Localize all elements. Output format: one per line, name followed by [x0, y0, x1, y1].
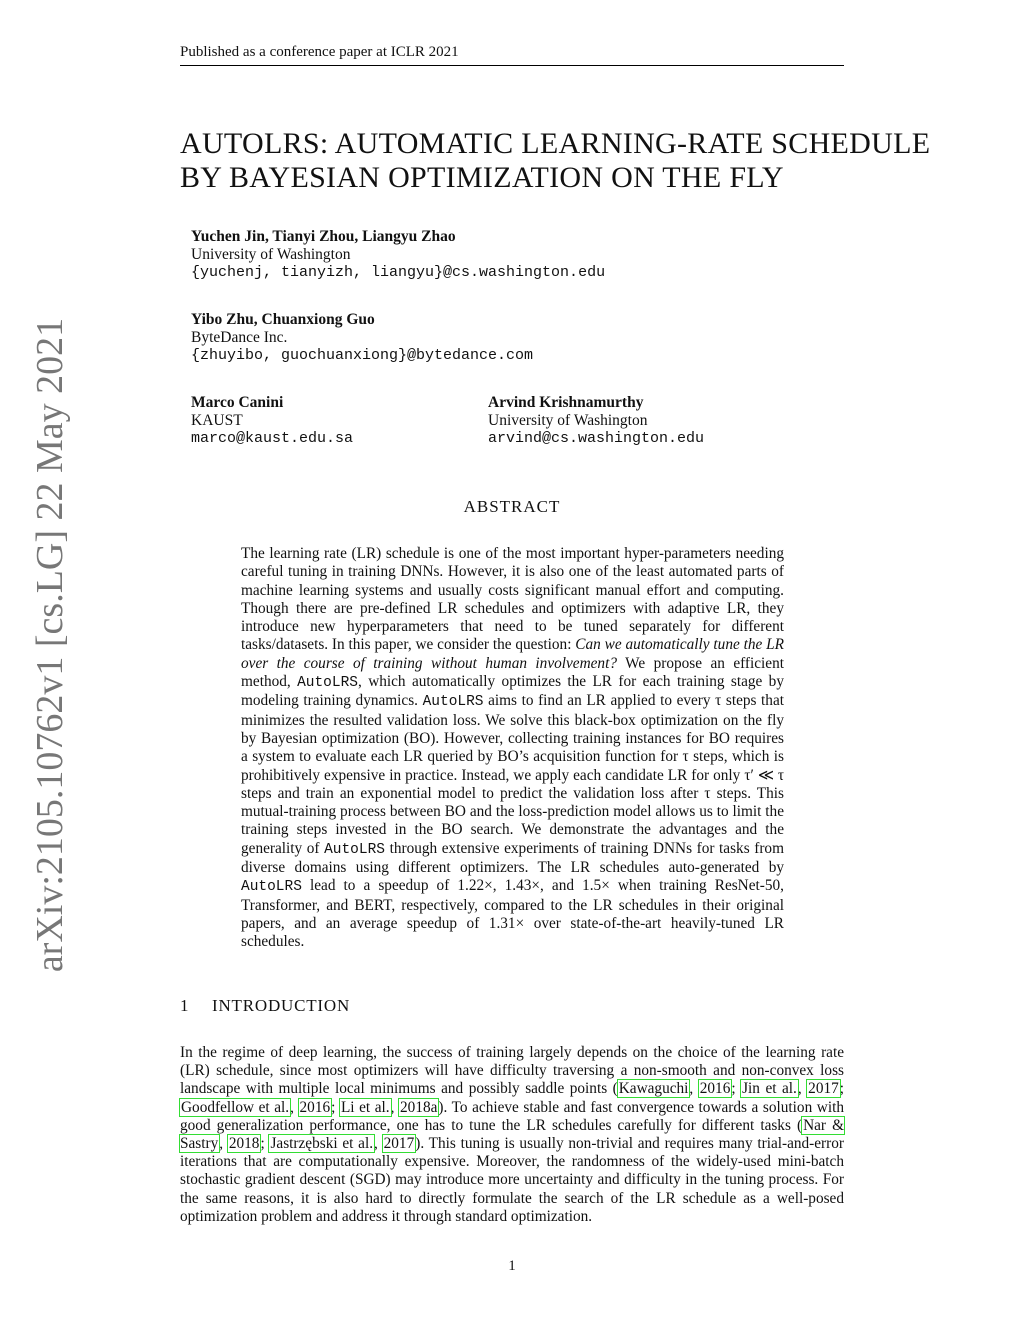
author-email: {yuchenj, tianyizh, liangyu}@cs.washington.edu: [191, 264, 606, 281]
intro-span: ;: [331, 1098, 340, 1116]
author-names: Arvind Krishnamurthy: [488, 394, 644, 411]
citation-link[interactable]: 2018a: [400, 1098, 438, 1116]
citation-link[interactable]: Goodfellow et al.: [181, 1098, 290, 1116]
author-affiliation: University of Washington: [191, 246, 351, 263]
introduction-paragraph: [180, 1044, 844, 1226]
citation-link[interactable]: Nar & Sastry: [180, 1116, 844, 1153]
author-names: Yuchen Jin, Tianyi Zhou, Liangyu Zhao: [191, 228, 456, 245]
title-line-2: BY BAYESIAN OPTIMIZATION ON THE FLY: [180, 161, 784, 194]
intro-span: ,: [390, 1098, 400, 1116]
method-name: AutoLRS: [297, 675, 358, 692]
intro-span: ;: [260, 1135, 270, 1153]
section-heading-introduction: [180, 996, 350, 1016]
citation-link[interactable]: 2018: [228, 1135, 260, 1153]
intro-span: ). This tuning is usually non-trivial and requires many trial-and-error iterations that are computationally expensive. Moreover, the randomness of the widely-used mini-batch stochastic gradient descent (SGD) may introduce more uncertainty and difficulty in the tuning process. For the same reasons, it is also hard to directly formulate the search of the LR schedule as a well-posed optimization problem and address it through standard optimization.: [180, 1135, 844, 1225]
author-names: Marco Canini: [191, 394, 284, 411]
intro-span: ,: [797, 1080, 808, 1098]
method-name: AutoLRS: [241, 879, 302, 896]
author-group-uw-2: [488, 394, 704, 448]
abstract-span: , which automatically optimizes the LR for each training stage by modeling training dynamics.: [241, 673, 784, 710]
intro-span: In the regime of deep learning, the success of training largely depends on the choice of the learning rate (LR) schedule, since most optimizers will have difficulty traversing a non-smooth and non-convex loss landscape with multiple local minimums and possibly saddle points (: [180, 1044, 844, 1098]
author-affiliation: University of Washington: [488, 412, 648, 429]
abstract-span: lead to a speedup of 1.22×, 1.43×, and 1.5× when training ResNet-50, Transformer, and BERT, respectively, compared to the LR schedules in their original papers, and an average speedup of 1.31× over state-of-the-art heavily-tuned LR schedules.: [241, 877, 784, 951]
author-affiliation: ByteDance Inc.: [191, 329, 288, 346]
author-email: marco@kaust.edu.sa: [191, 430, 354, 447]
citation-link[interactable]: Jin et al.: [742, 1080, 797, 1098]
arxiv-id: arXiv:2105.10762v1 [cs.LG] 22 May 2021: [29, 317, 71, 973]
author-names: Yibo Zhu, Chuanxiong Guo: [191, 311, 375, 328]
section-title: INTRODUCTION: [212, 996, 351, 1015]
author-group-kaust: [191, 394, 353, 448]
section-number: 1: [180, 996, 189, 1015]
citation-link[interactable]: 2016: [699, 1080, 731, 1098]
intro-span: ,: [689, 1080, 699, 1098]
abstract-heading: ABSTRACT: [463, 497, 561, 516]
citation-link[interactable]: 2016: [299, 1098, 331, 1116]
abstract-span: through extensive experiments of training DNNs for tasks from diverse domains using different optimizers. The LR schedules auto-generated by: [241, 839, 784, 877]
citation-link[interactable]: Li et al.: [340, 1098, 390, 1116]
intro-span: ,: [290, 1098, 299, 1116]
author-group-bytedance: [191, 311, 533, 365]
citation-link[interactable]: 2017: [808, 1080, 839, 1098]
abstract-text: [241, 545, 784, 952]
abstract-span: We propose an efficient method,: [241, 654, 784, 691]
page-number: 1: [508, 1258, 516, 1274]
abstract-span: aims to find an LR applied to every τ steps that minimizes the resulted validation loss. We solve this black-box optimization on the fly by Bayesian optimization (BO). However, collecting training instances for BO requires a system to evaluate each LR queried by BO’s acquisition function for τ steps, which is prohibitively expensive in practice. Instead, we apply each candidate LR for only τ′ ≪ τ steps and train an exponential model to predict the validation loss after τ steps. This mutual-training process between BO and the loss-prediction model allows us to limit the training steps invested in the BO search. We demonstrate the advantages and the generality of: [241, 692, 784, 857]
abstract-question: Can we automatically tune the LR over the course of training without human involvement?: [241, 636, 784, 672]
citation-link[interactable]: 2017: [383, 1135, 415, 1153]
author-email: {zhuyibo, guochuanxiong}@bytedance.com: [191, 347, 534, 364]
abstract-span: The learning rate (LR) schedule is one of the most important hyper-parameters needing careful tuning in training DNNs. However, it is also one of the least automated parts of machine learning systems and usually costs significant manual effort and computing. Though there are pre-defined LR schedules and optimizers with adaptive LR, they introduce new hyperparameters that need to be tuned separately for different tasks/datasets. In this paper, we consider the question:: [241, 545, 784, 654]
paper-title: [180, 127, 931, 195]
intro-span: ;: [839, 1080, 845, 1098]
method-name: AutoLRS: [422, 694, 484, 711]
running-header: Published as a conference paper at ICLR 2021: [180, 44, 844, 66]
method-name: AutoLRS: [324, 841, 385, 858]
citation-link[interactable]: Kawaguchi: [618, 1080, 689, 1098]
citation-link[interactable]: Jastrzębski et al.: [270, 1135, 374, 1153]
intro-span: ,: [374, 1135, 383, 1153]
author-email: arvind@cs.washington.edu: [488, 430, 705, 447]
author-group-uw: [191, 228, 605, 282]
author-affiliation: KAUST: [191, 412, 243, 429]
intro-span: ). To achieve stable and fast convergence towards a solution with good generalization performance, one has to tune the LR schedules carefully for different tasks (: [180, 1098, 844, 1134]
intro-span: ,: [219, 1135, 228, 1153]
arxiv-side-stamp: [29, 317, 71, 973]
intro-span: ;: [731, 1080, 742, 1098]
title-line-1: AUTOLRS: AUTOMATIC LEARNING-RATE SCHEDULE: [180, 127, 931, 160]
